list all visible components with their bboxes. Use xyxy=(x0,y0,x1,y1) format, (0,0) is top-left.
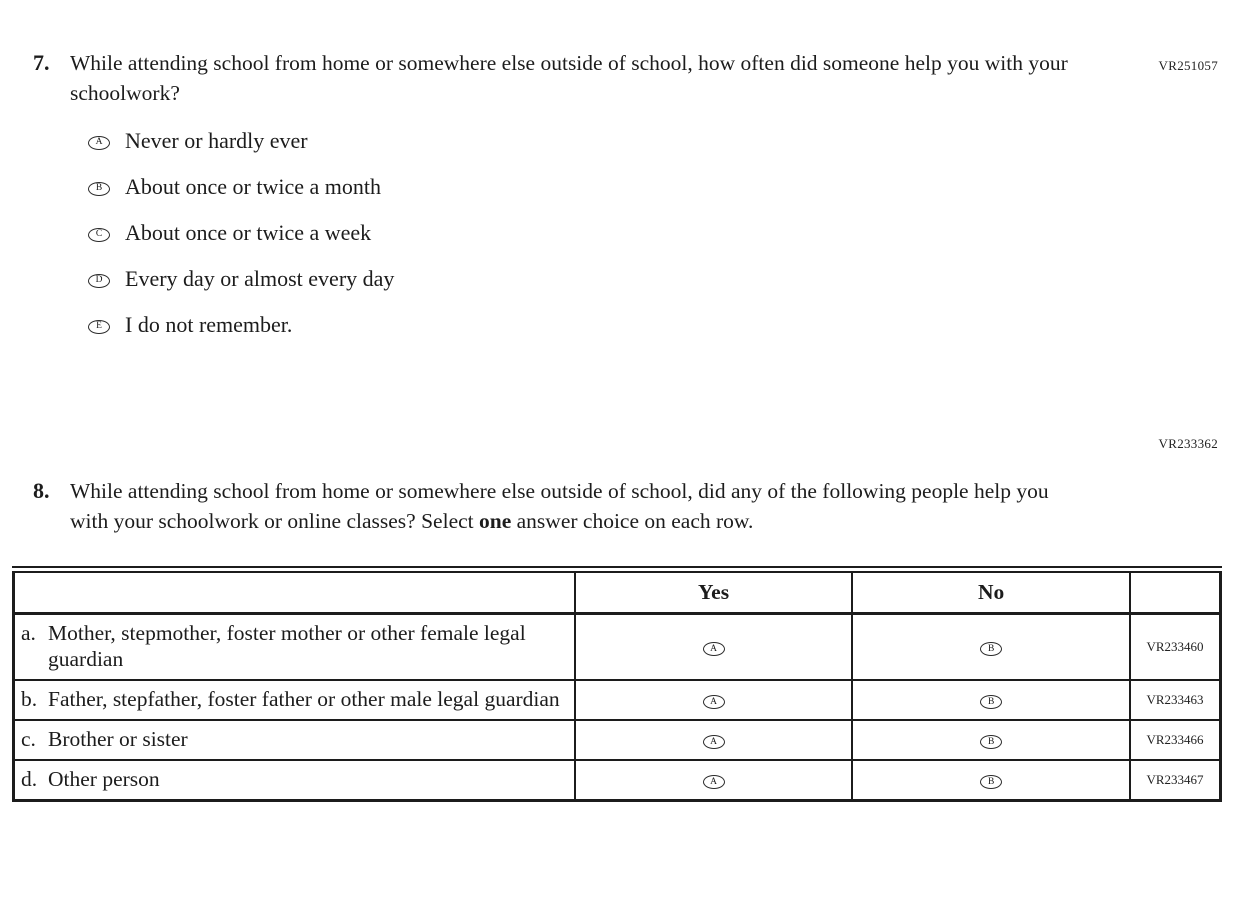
table-header-row xyxy=(14,570,1221,614)
row-letter-prefix: b. xyxy=(21,687,38,711)
row-label-cell xyxy=(14,614,575,681)
answer-bubble[interactable]: B xyxy=(88,182,110,196)
yes-answer-bubble[interactable]: A xyxy=(703,695,725,709)
row-letter-prefix: c. xyxy=(21,727,36,751)
question-8-table xyxy=(12,566,1222,802)
answer-bubble[interactable]: E xyxy=(88,320,110,334)
question-7-text: While attending school from home or somewhere else outside of school, how often did someone help you with your schoolwork? xyxy=(70,51,1068,105)
row-label-cell xyxy=(14,760,575,801)
table-row xyxy=(14,680,1221,720)
no-cell xyxy=(852,680,1130,720)
yes-cell xyxy=(575,760,853,801)
row-code: VR233467 xyxy=(1130,760,1221,801)
row-code: VR233460 xyxy=(1130,614,1221,681)
answer-option-label: I do not remember. xyxy=(125,312,293,337)
no-answer-bubble[interactable]: B xyxy=(980,735,1002,749)
row-label: Father, stepfather, foster father or other male legal guardian xyxy=(48,687,560,711)
answer-option xyxy=(88,174,1174,200)
yes-answer-bubble[interactable]: A xyxy=(703,735,725,749)
no-answer-bubble[interactable]: B xyxy=(980,695,1002,709)
answer-bubble[interactable]: C xyxy=(88,228,110,242)
question-7-options xyxy=(88,128,1174,338)
answer-option-label: About once or twice a week xyxy=(125,220,372,245)
row-label-cell xyxy=(14,720,575,760)
no-answer-bubble[interactable]: B xyxy=(980,775,1002,789)
yes-answer-bubble[interactable]: A xyxy=(703,642,725,656)
header-code-cell xyxy=(1130,570,1221,614)
question-8-number: 8. xyxy=(33,478,50,503)
table-row xyxy=(14,614,1221,681)
no-answer-bubble[interactable]: B xyxy=(980,642,1002,656)
row-label: Mother, stepmother, foster mother or other female legal guardian xyxy=(48,621,526,671)
yes-answer-bubble[interactable]: A xyxy=(703,775,725,789)
question-8-text-part2: answer choice on each row. xyxy=(511,509,754,533)
answer-bubble[interactable]: D xyxy=(88,274,110,288)
row-letter-prefix: d. xyxy=(21,767,38,791)
header-no: No xyxy=(852,570,1130,614)
question-8-text-part1: While attending school from home or somewhere else outside of school, did any of the following people help you with your schoolwork or online classes? Select xyxy=(70,479,1049,533)
row-label: Brother or sister xyxy=(48,727,188,751)
no-cell xyxy=(852,614,1130,681)
row-label: Other person xyxy=(48,767,160,791)
answer-option xyxy=(88,312,1174,338)
no-cell xyxy=(852,720,1130,760)
row-label-cell xyxy=(14,680,575,720)
form-code-mid-right: VR233362 xyxy=(1158,436,1218,451)
form-code-top-right: VR251057 xyxy=(1158,58,1218,73)
row-letter-prefix: a. xyxy=(21,621,36,645)
row-code: VR233466 xyxy=(1130,720,1221,760)
no-cell xyxy=(852,760,1130,801)
question-7-number: 7. xyxy=(33,50,50,75)
answer-option xyxy=(88,220,1174,246)
answer-option-label: Never or hardly ever xyxy=(125,128,308,153)
row-code: VR233463 xyxy=(1130,680,1221,720)
table-row xyxy=(14,760,1221,801)
yes-cell xyxy=(575,720,853,760)
table-row xyxy=(14,720,1221,760)
question-8-table-wrap xyxy=(12,566,1222,802)
yes-cell xyxy=(575,614,853,681)
question-7 xyxy=(33,48,1174,358)
answer-option-label: Every day or almost every day xyxy=(125,266,395,291)
header-blank-cell xyxy=(14,570,575,614)
answer-option xyxy=(88,266,1174,292)
question-8-text xyxy=(70,476,1085,536)
header-yes: Yes xyxy=(575,570,853,614)
answer-option-label: About once or twice a month xyxy=(125,174,381,199)
question-8-bold-word: one xyxy=(479,509,512,533)
answer-option xyxy=(88,128,1174,154)
question-8 xyxy=(33,476,1174,536)
yes-cell xyxy=(575,680,853,720)
answer-bubble[interactable]: A xyxy=(88,136,110,150)
